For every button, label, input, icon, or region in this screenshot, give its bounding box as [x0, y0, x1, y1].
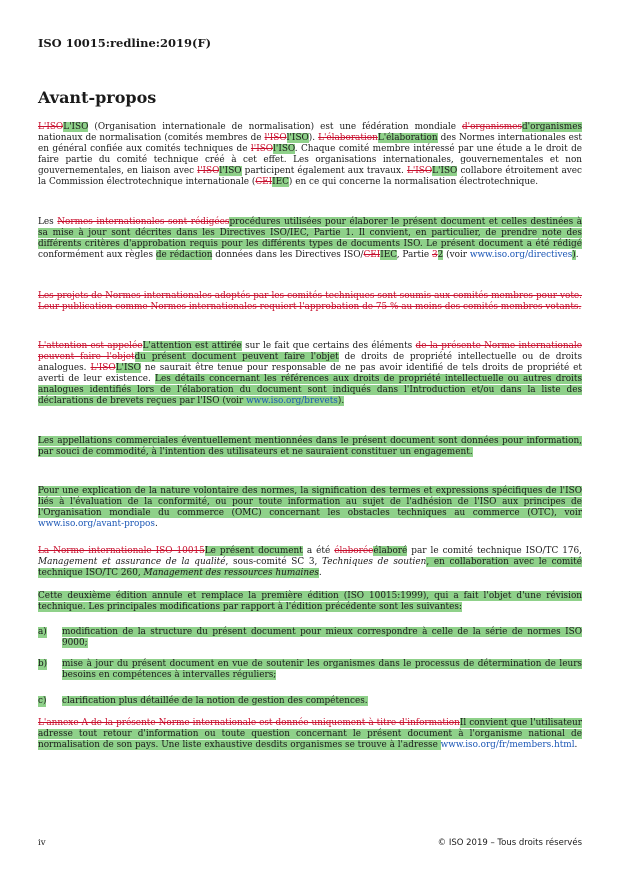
- list-label: a): [38, 627, 47, 637]
- inserted-text: l'ISO: [286, 133, 309, 143]
- inserted-text: Cette deuxième édition annule et remplace la première édition (ISO 10015:1999), qui a fait l'objet d'une révision technique. Les principales modifications par rapport à l'édition précédente sont les suivantes:: [38, 591, 582, 612]
- deleted-text: Normes internationales sont rédigées: [57, 217, 230, 227]
- inserted-text: IEC: [272, 177, 289, 187]
- inserted-text: L'attention est attirée: [142, 341, 242, 351]
- body-text: .: [318, 568, 322, 578]
- inserted-text: L'ISO: [63, 122, 89, 132]
- paragraph-feedback: [38, 718, 582, 751]
- paragraph-edition: [38, 591, 582, 613]
- directives-link[interactable]: www.iso.org/directives: [469, 250, 573, 260]
- body-text: des Normes internationales est en général confiée aux comités techniques de: [38, 133, 582, 154]
- body-text: ) en ce qui concerne la normalisation électrotechnique.: [288, 177, 539, 187]
- deleted-text: Les projets de Normes internationales adoptés par les comités techniques sont soumis aux comités membres pour vote. Leur publication comme Normes internationales requiert l'approbation de 75 % au moins des comités membres votants.: [38, 291, 582, 312]
- inserted-text: ): [572, 250, 576, 260]
- inserted-text: IEC: [380, 250, 397, 260]
- body-text: participent également aux travaux.: [241, 166, 407, 176]
- inserted-text: L'élaboration: [377, 133, 438, 143]
- inserted-text: Les appellations commerciales éventuellement mentionnées dans le présent document sont données pour information, par souci de commodité, à l'intention des utilisateurs et ne sauraient constituer un engagement.: [38, 436, 582, 457]
- body-text: , sous-comité SC 3,: [225, 557, 323, 567]
- avant-propos-link[interactable]: www.iso.org/avant-propos: [38, 519, 155, 529]
- body-text: . Chaque comité membre intéressé par une étude a le droit de faire partie du comité technique créé à cet effet. Les organisations internationales, gouvernementales et non gouvernementales, en liaison avec: [38, 144, 583, 176]
- inserted-text: , en collaboration avec le comité technique ISO/TC 260,: [38, 557, 582, 578]
- paragraph-patents: [38, 341, 582, 407]
- body-text: ).: [308, 133, 319, 143]
- body-text: .: [574, 740, 578, 750]
- list-label: b): [38, 659, 48, 669]
- paragraph-committee: [38, 546, 582, 579]
- deleted-text: L'annexe A de la présente Norme internationale est donnée uniquement à titre d'information: [38, 718, 460, 728]
- body-text: collabore étroitement avec la Commission électrotechnique internationale (: [38, 166, 582, 187]
- deleted-text: l'ISO: [264, 133, 287, 143]
- paragraph-deleted-voting: [38, 291, 582, 313]
- deleted-text: La Norme internationale ISO 10015: [38, 546, 205, 556]
- inserted-text: élaboré: [373, 546, 408, 556]
- deleted-text: d'organismes: [461, 122, 522, 132]
- paragraph-directives: [38, 217, 582, 261]
- body-text: .: [575, 250, 579, 260]
- inserted-text: Il convient que l'utilisateur adresse tout retour d'information ou toute question concernant le présent document à l'organisme national de normalisation de son pays. Une liste exhaustive desdits organismes se trouve à l'adresse: [38, 718, 583, 750]
- brevets-link[interactable]: www.iso.org/brevets: [246, 396, 338, 406]
- body-text: Les: [38, 217, 58, 227]
- body-text: ne saurait être tenue pour responsable de ne pas avoir identifié de tels droits de propriété et averti de leur existence.: [38, 363, 582, 384]
- deleted-text: L'élaboration: [318, 133, 378, 143]
- list-text: clarification plus détaillée de la notion de gestion des compétences.: [62, 696, 368, 706]
- inserted-text: du présent document peuvent faire l'objet: [134, 352, 339, 362]
- deleted-text: de la présente Norme internationale peuvent faire l'objet: [38, 341, 582, 362]
- deleted-text: L'ISO: [406, 166, 433, 176]
- body-text: conformément aux règles: [38, 250, 156, 260]
- body-text: données dans les Directives ISO/: [212, 250, 364, 260]
- document-id: ISO 10015:redline:2019(F): [38, 36, 212, 50]
- inserted-text: Pour une explication de la nature volontaire des normes, la signification des termes et expressions spécifiques de l'ISO liés à l'évaluation de la conformité, ou pour toute information au sujet de l'adhésion de l'ISO aux principes de l'Organisation mondiale du commerce (OMC) concernant les obstacles techniques au commerce (OTC), voir: [38, 486, 582, 518]
- inserted-text: procédures utilisées pour élaborer le présent document et celles destinées à sa mise à jour sont décrites dans les Directives ISO/IEC, Partie 1. Il convient, en particulier, de prendre note des différents critères d'approbation requis pour les différents types de documents ISO. Le présent document a été rédigé: [38, 217, 582, 249]
- deleted-text: l'ISO: [197, 166, 220, 176]
- inserted-text: L'ISO: [432, 166, 458, 176]
- page-title: Avant-propos: [38, 88, 157, 107]
- members-link[interactable]: www.iso.org/fr/members.html: [440, 740, 575, 750]
- deleted-text: L'ISO: [38, 122, 64, 132]
- body-text: de droits de propriété intellectuelle ou de droits analogues.: [38, 352, 582, 373]
- committee-name: Management des ressources humaines: [143, 568, 319, 578]
- body-text: par le comité technique ISO/TC 176,: [407, 546, 583, 556]
- page-number: iv: [38, 838, 46, 848]
- deleted-text: élaborée: [334, 546, 374, 556]
- deleted-text: 3: [431, 250, 438, 260]
- copyright-notice: © ISO 2019 – Tous droits réservés: [437, 838, 582, 848]
- body-text: .: [154, 519, 158, 529]
- list-text: modification de la structure du présent document pour mieux correspondre à celle de la série de normes ISO 9000;: [62, 627, 582, 648]
- inserted-text: de rédaction: [155, 250, 213, 260]
- deleted-text: l'ISO: [250, 144, 274, 154]
- list-item: [38, 627, 582, 649]
- subcommittee-name: Techniques de soutien: [322, 557, 427, 567]
- inserted-text: ).: [337, 396, 345, 406]
- body-text: (voir: [443, 250, 470, 260]
- list-item: [38, 696, 582, 707]
- list-item: [38, 659, 582, 681]
- body-text: (Organisation internationale de normalisation) est une fédération mondiale: [88, 122, 462, 132]
- body-text: a été: [302, 546, 335, 556]
- deleted-text: L'ISO: [90, 363, 116, 373]
- committee-name: Management et assurance de la qualité: [38, 557, 226, 567]
- list-text: mise à jour du présent document en vue de soutenir les organismes dans le processus de détermination de leurs besoins en compétences à intervalles réguliers;: [62, 659, 582, 680]
- inserted-text: l'ISO: [219, 166, 242, 176]
- inserted-text: 2: [437, 250, 444, 260]
- body-text: nationaux de normalisation (comités membres de: [38, 133, 265, 143]
- deleted-text: CEI: [363, 250, 381, 260]
- inserted-text: d'organismes: [521, 122, 582, 132]
- inserted-text: Le présent document: [204, 546, 303, 556]
- inserted-text: l'ISO: [273, 144, 295, 154]
- deleted-text: L'attention est appelée: [38, 341, 143, 351]
- inserted-text: L'ISO: [115, 363, 141, 373]
- body-text: sur le fait que certains des éléments: [241, 341, 416, 351]
- body-text: , Partie: [396, 250, 432, 260]
- deleted-text: CEI: [255, 177, 273, 187]
- paragraph-voluntary-nature: [38, 486, 582, 530]
- paragraph-trade-names: [38, 436, 582, 458]
- list-label: c): [38, 696, 47, 706]
- paragraph-iso-intro: [38, 122, 582, 188]
- inserted-text: Les détails concernant les références aux droits de propriété intellectuelle ou autres droits analogues identifiés lors de l'élaboration du document sont indiqués dans l'Introduction et/ou dans la liste des déclarations de brevets reçues par l'ISO (voir: [38, 374, 582, 406]
